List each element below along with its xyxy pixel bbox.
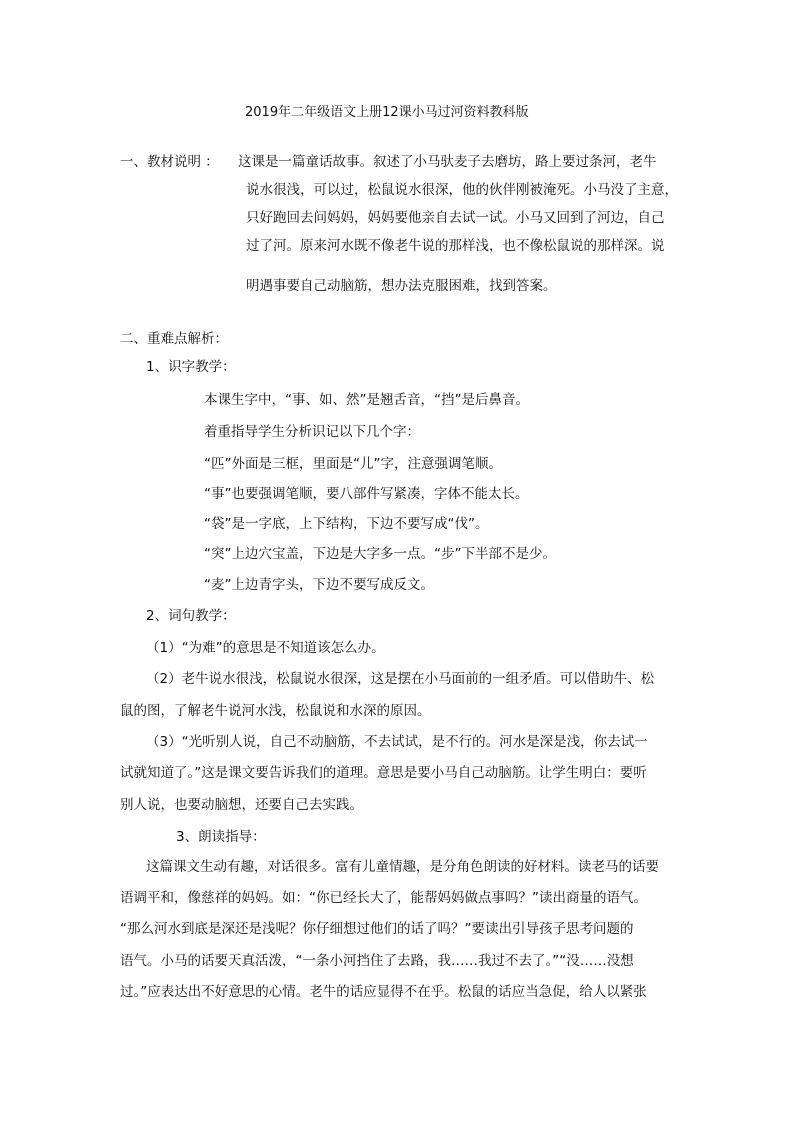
subsection-heading: 2、词句教学： (146, 608, 236, 624)
paragraph-line: “麦”上边青字头，下边不要写成反文。 (204, 577, 434, 593)
subsection-heading: 3、朗读指导： (176, 829, 266, 845)
section-heading: 二、重难点解析： (120, 331, 228, 347)
paragraph-line: 别人说，也要动脑想，还要自己去实践。 (120, 797, 363, 813)
section-heading: 一、教材说明 ： (120, 154, 219, 170)
paragraph-line: （2）老牛说水很浅，松鼠说水很深，这是摆在小马面前的一组矛盾。可以借助牛、松 (146, 671, 655, 687)
paragraph-line: （1）“为难”的意思是不知道该怎么办。 (146, 640, 385, 656)
paragraph-line: “事”也要强调笔顺，要八部件写紧凑，字体不能太长。 (204, 486, 529, 502)
document-title: 2019年二年级语文上册12课小马过河资料教科版 (245, 105, 529, 120)
paragraph-line: “袋”是一字底，上下结构，下边不要写成“伐”。 (204, 516, 489, 532)
paragraph-line: 鼠的图，了解老牛说河水浅，松鼠说和水深的原因。 (120, 703, 431, 719)
paragraph-line: “匹”外面是三框，里面是“儿”字，注意强调笔顺。 (204, 456, 502, 472)
paragraph-line: 说水很浅，可以过，松鼠说水很深，他的伙伴刚被淹死。小马没了主意， (246, 182, 678, 198)
paragraph-line: “突”上边穴宝盖，下边是大字多一点。“步”下半部不是少。 (204, 546, 556, 562)
paragraph-line: 这篇课文生动有趣，对话很多。富有儿童情趣，是分角色朗读的好材料。读老马的话要 (146, 859, 659, 875)
paragraph-line: 试就知道了。”这是课文要告诉我们的道理。意思是要小马自己动脑筋。让学生明白：要听 (120, 765, 647, 781)
paragraph-line: 本课生字中，“事、如、然”是翘舌音，“挡”是后鼻音。 (204, 392, 529, 408)
paragraph-line: 语气。小马的话要天真活泼，“一条小河挡住了去路，我……我过不去了。”“没……没想 (120, 953, 634, 969)
paragraph-line: 只好跑回去问妈妈，妈妈要他亲自去试一试。小马又回到了河边，自己 (246, 210, 665, 226)
paragraph-line: （3）“光听别人说，自己不动脑筋，不去试试，是不行的。河水是深是浅，你去试一 (146, 734, 648, 750)
paragraph-line: 着重指导学生分析识记以下几个字： (204, 424, 420, 440)
paragraph-line: 过。”应表达出不好意思的心情。老牛的话应显得不在乎。松鼠的话应当急促，给人以紧张 (120, 984, 647, 1000)
paragraph-line: 这课是一篇童话故事。叙述了小马驮麦子去磨坊，路上要过条河，老牛 (238, 154, 657, 170)
subsection-heading: 1、识字教学： (146, 359, 236, 375)
paragraph-line: 语调平和，像慈祥的妈妈。如：“你已经长大了，能帮妈妈做点事吗？”读出商量的语气。 (120, 890, 647, 906)
paragraph-line: “那么河水到底是深还是浅呢？你仔细想过他们的话了吗？”要读出引导孩子思考问题的 (120, 921, 634, 937)
paragraph-line: 过了河。原来河水既不像老牛说的那样浅，也不像松鼠说的那样深。说 (246, 238, 665, 254)
paragraph-line: 明遇事要自己动脑筋，想办法克服困难，找到答案。 (246, 278, 557, 294)
